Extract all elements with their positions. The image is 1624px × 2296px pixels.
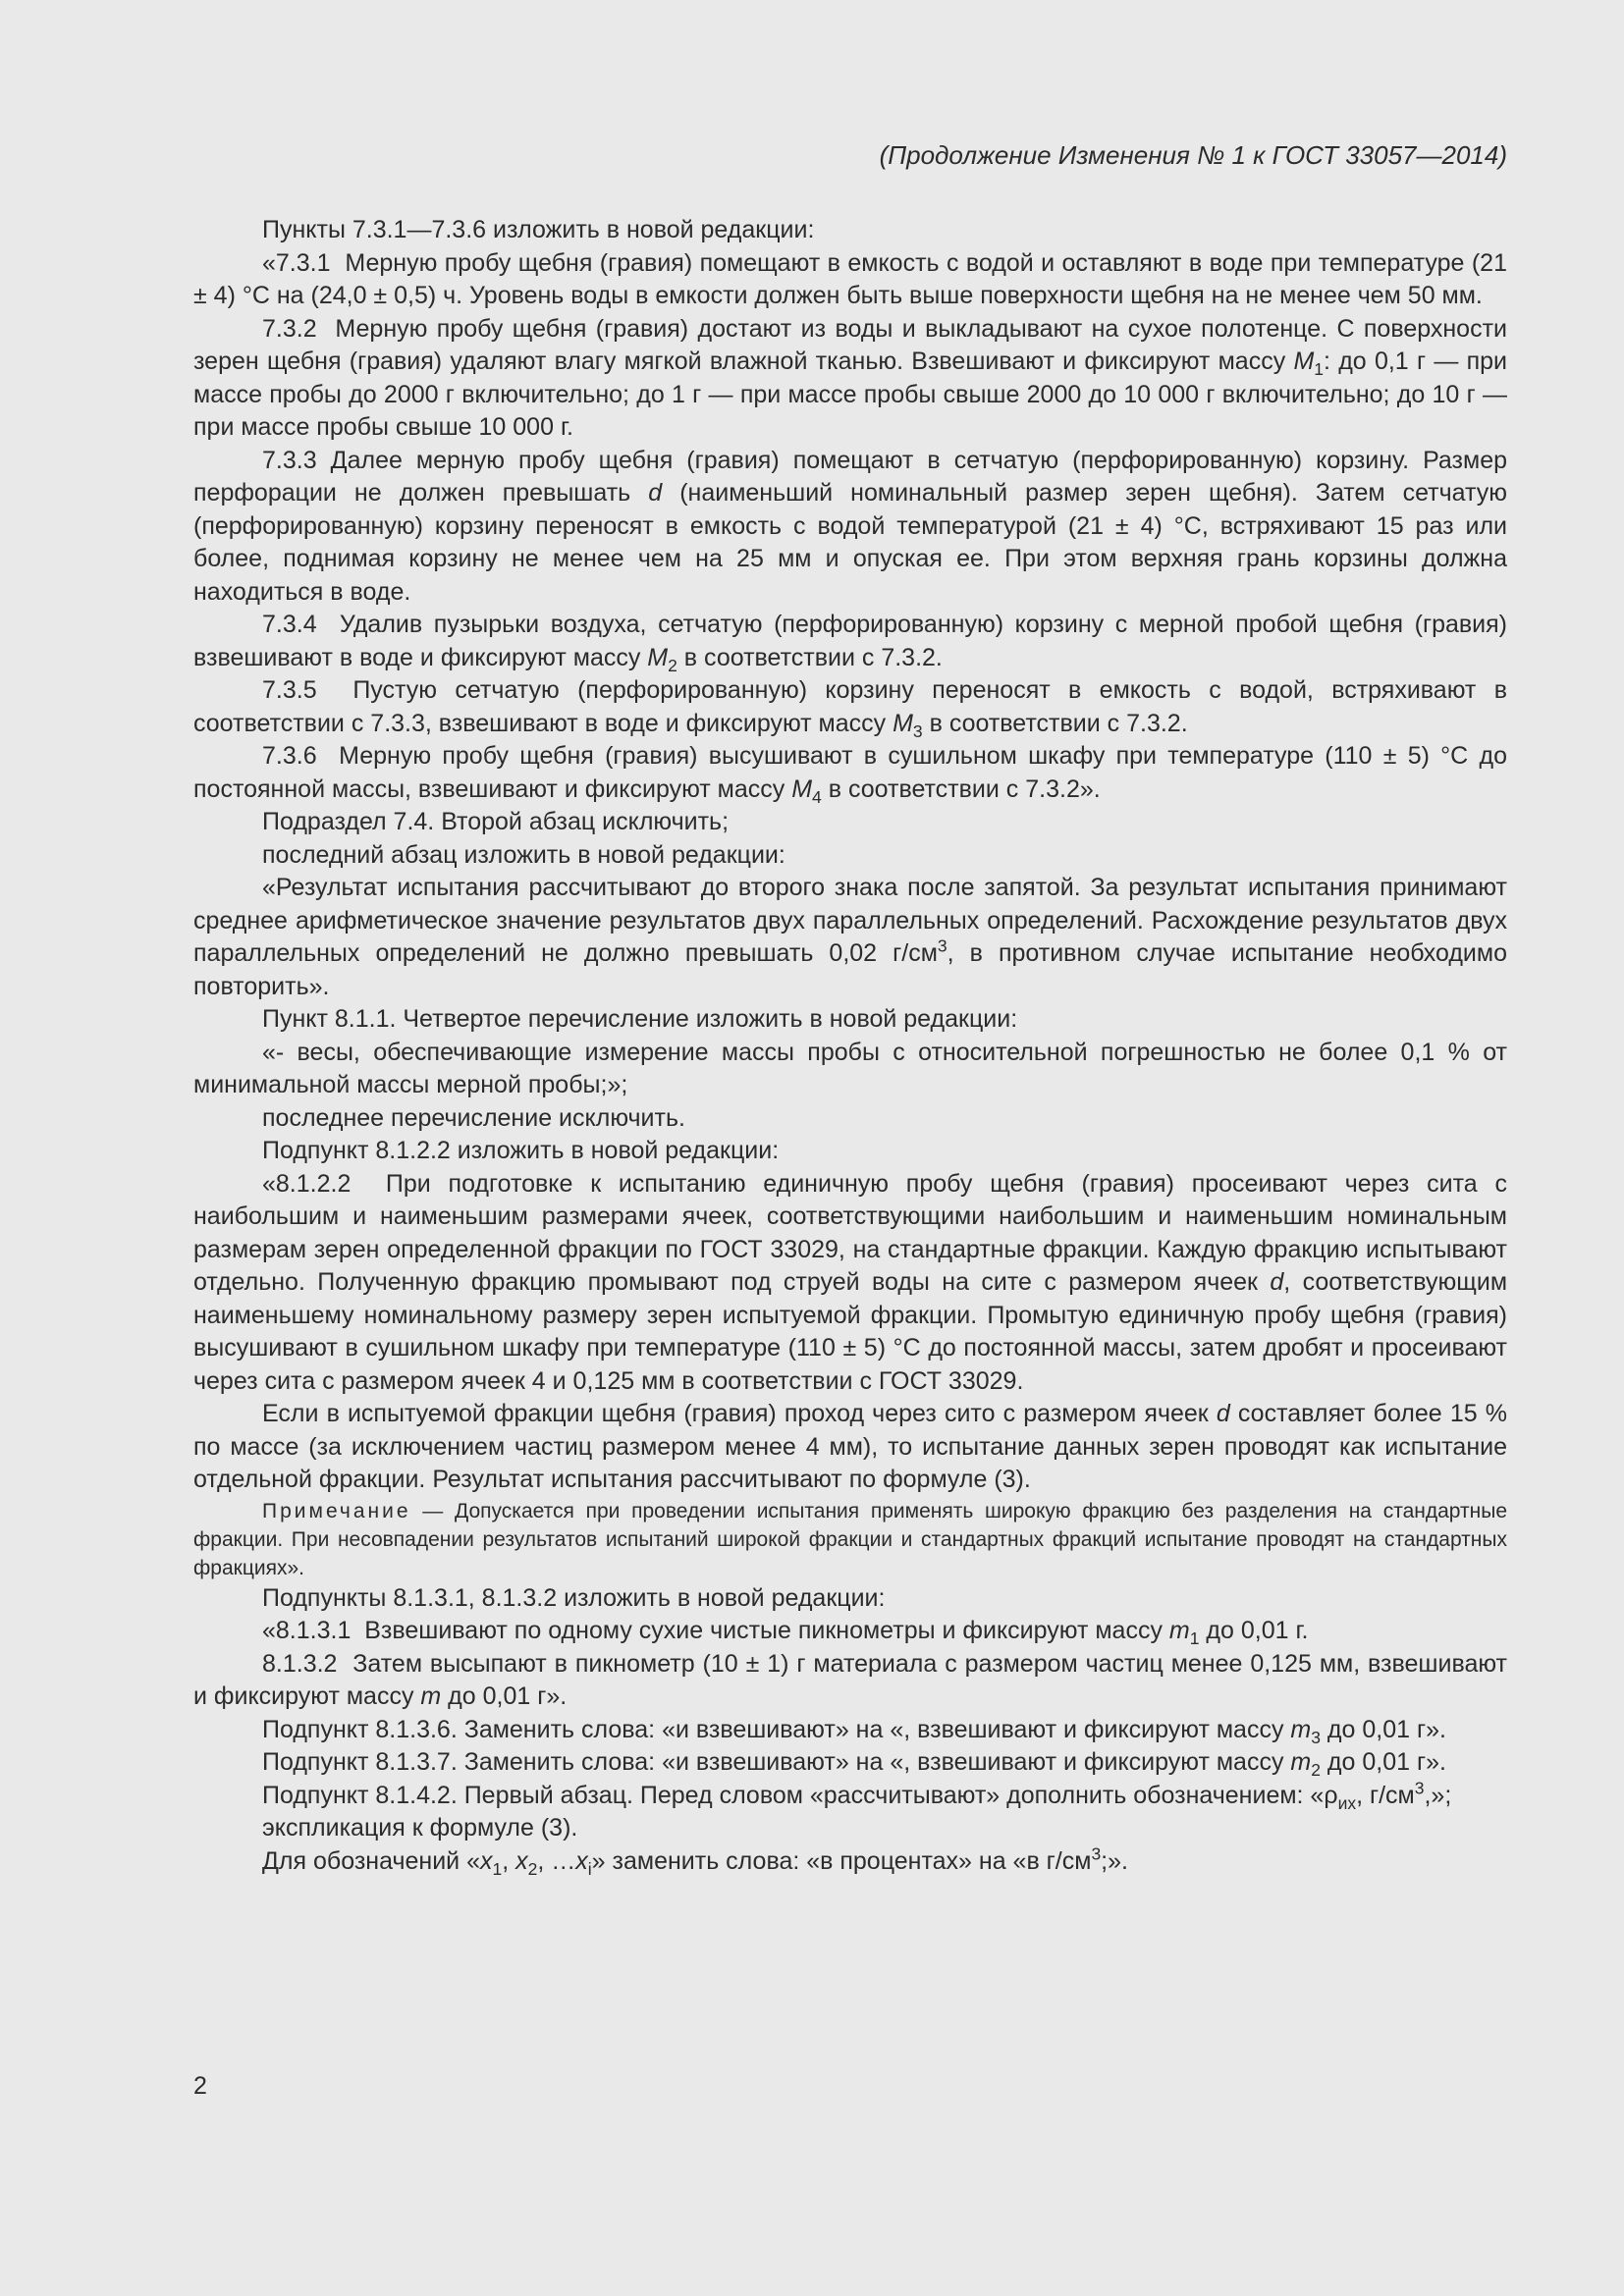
paragraph: 7.3.4 Удалив пузырьки воздуха, сетчатую (перфорированную) корзину с мерной пробой щебня (гравия) взвешивают в воде и фиксируют массу $M_2$ в соответствии с 7.3.2.: [193, 611, 1507, 675]
paragraph: «Результат испытания рассчитывают до второго знака после запятой. За результат испытания принимают среднее арифметическое значение результатов двух параллельных определений. Расхождение результатов двух параллельных определений не должно превышать 0,02 $г/см^3$, в противном случае испытание необходимо повторить».: [193, 874, 1507, 1000]
paragraph: Подпункт 8.1.4.2. Первый абзац. Перед словом «рассчитывают» дополнить обозначением: «$\rho_{их}$, $г/см^3$,»;: [262, 1778, 1452, 1813]
paragraph: 7.3.6 Мерную пробу щебня (гравия) высушивают в сушильном шкафу при температуре (110 ± 5) °С до постоянной массы, взвешивают и фиксируют массу $M_4$ в соответствии с 7.3.2».: [193, 742, 1507, 807]
page-header: (Продолжение Изменения № 1 к ГОСТ 33057—2014): [879, 140, 1507, 170]
paragraph: последний абзац изложить в новой редакции:: [262, 840, 785, 869]
paragraph: 7.3.2 Мерную пробу щебня (гравия) достают из воды и выкладывают на сухое полотенце. С поверхности зерен щебня (гравия) удаляют влагу мягкой влажной тканью. Взвешивают и фиксируют массу $M_1$: до 0,1 г — при массе пробы до 2000 г включительно; до 1 г — при массе пробы свыше 2000 до 10 000 г включительно; до 10 г — при массе пробы свыше 10 000 г.: [193, 314, 1507, 441]
paragraph: последнее перечисление исключить.: [262, 1103, 685, 1132]
paragraph: «- весы, обеспечивающие измерение массы пробы с относительной погрешностью не более 0,1 % от минимальной массы мерной пробы;»;: [193, 1038, 1507, 1098]
paragraph: «8.1.2.2 При подготовке к испытанию единичную пробу щебня (гравия) просеивают через сита с наибольшим и наименьшим размерами ячеек, соответствующими наибольшим и наименьшим номинальным размерам зерен определенной фракции по ГОСТ 33029, на стандартные фракции. Каждую фракцию испытывают отдельно. Полученную фракцию промывают под струей воды на сите с размером ячеек d, соответствующим наименьшему номинальному размеру зерен испытуемой фракции. Промытую единичную пробу щебня (гравия) высушивают в сушильном шкафу при температуре (110 ± 5) °С до постоянной массы, затем дробят и просеивают через сита с размером ячеек 4 и 0,125 мм в соответствии с ГОСТ 33029.: [193, 1169, 1508, 1395]
page-number: 2: [193, 2072, 207, 2100]
paragraph: экспликация к формуле (3).: [262, 1814, 578, 1842]
paragraph: Пункт 8.1.1. Четвертое перечисление изложить в новой редакции:: [262, 1005, 1018, 1033]
paragraph: 7.3.3 Далее мерную пробу щебня (гравия) помещают в сетчатую (перфорированную) корзину. Размер перфорации не должен превышать d (наименьший номинальный размер зерен щебня). Затем сетчатую (перфорированную) корзину переносят в емкость с водой температурой (21 ± 4) °С, встряхивают 15 раз или более, поднимая корзину не менее чем на 25 мм и опуская ее. При этом верхняя грань корзины должна находиться в воде.: [193, 446, 1507, 606]
note-paragraph: Примечание — Допускается при проведении испытания применять широкую фракцию без разделения на стандартные фракции. При несовпадении результатов испытаний широкой фракции и стандартных фракций испытание проводят на стандартных фракциях».: [193, 1499, 1507, 1579]
paragraph: Подпункт 8.1.3.6. Заменить слова: «и взвешивают» на «, взвешивают и фиксируют массу $m_3$ до 0,01 г».: [262, 1715, 1446, 1747]
paragraph: Для обозначений «$x_1$, $x_2$, $\dots x_i$» заменить слова: «в процентах» на «в $г/см^3$;».: [262, 1843, 1128, 1879]
paragraph: Пункты 7.3.1—7.3.6 изложить в новой редакции:: [262, 216, 815, 243]
document-body: [193, 214, 1507, 1878]
paragraph: Если в испытуемой фракции щебня (гравия) проход через сито с размером ячеек d составляет более 15 % по массе (за исключением частиц размером менее 4 мм), то испытание данных зерен проводят как испытание отдельной фракции. Результат испытания рассчитывают по формуле (3).: [193, 1400, 1507, 1493]
paragraph: Подпункт 8.1.2.2 изложить в новой редакции:: [262, 1137, 780, 1164]
paragraph: Подраздел 7.4. Второй абзац исключить;: [262, 808, 730, 835]
paragraph: Подпункты 8.1.3.1, 8.1.3.2 изложить в новой редакции:: [262, 1583, 886, 1612]
paragraph: «8.1.3.1 Взвешивают по одному сухие чистые пикнометры и фиксируют массу $m_1$ до 0,01 г.: [262, 1617, 1309, 1648]
paragraph: 7.3.5 Пустую сетчатую (перфорированную) корзину переносят в емкость с водой, встряхивают в соответствии с 7.3.3, взвешивают в воде и фиксируют массу $M_3$ в соответствии с 7.3.2.: [193, 676, 1507, 741]
paragraph: Подпункт 8.1.3.7. Заменить слова: «и взвешивают» на «, взвешивают и фиксируют массу $m_2$ до 0,01 г».: [262, 1748, 1446, 1780]
document-page: [193, 137, 1507, 1878]
note-label: Примечание: [262, 1499, 411, 1522]
paragraph: 8.1.3.2 Затем высыпают в пикнометр (10 ± 1) г материала с размером частиц менее 0,125 мм, взвешивают и фиксируют массу m до 0,01 г».: [193, 1649, 1507, 1710]
paragraph: «7.3.1 Мерную пробу щебня (гравия) помещают в емкость с водой и оставляют в воде при температуре (21 ± 4) °С на (24,0 ± 0,5) ч. Уровень воды в емкости должен быть выше поверхности щебня на не менее чем 50 мм.: [193, 248, 1507, 309]
